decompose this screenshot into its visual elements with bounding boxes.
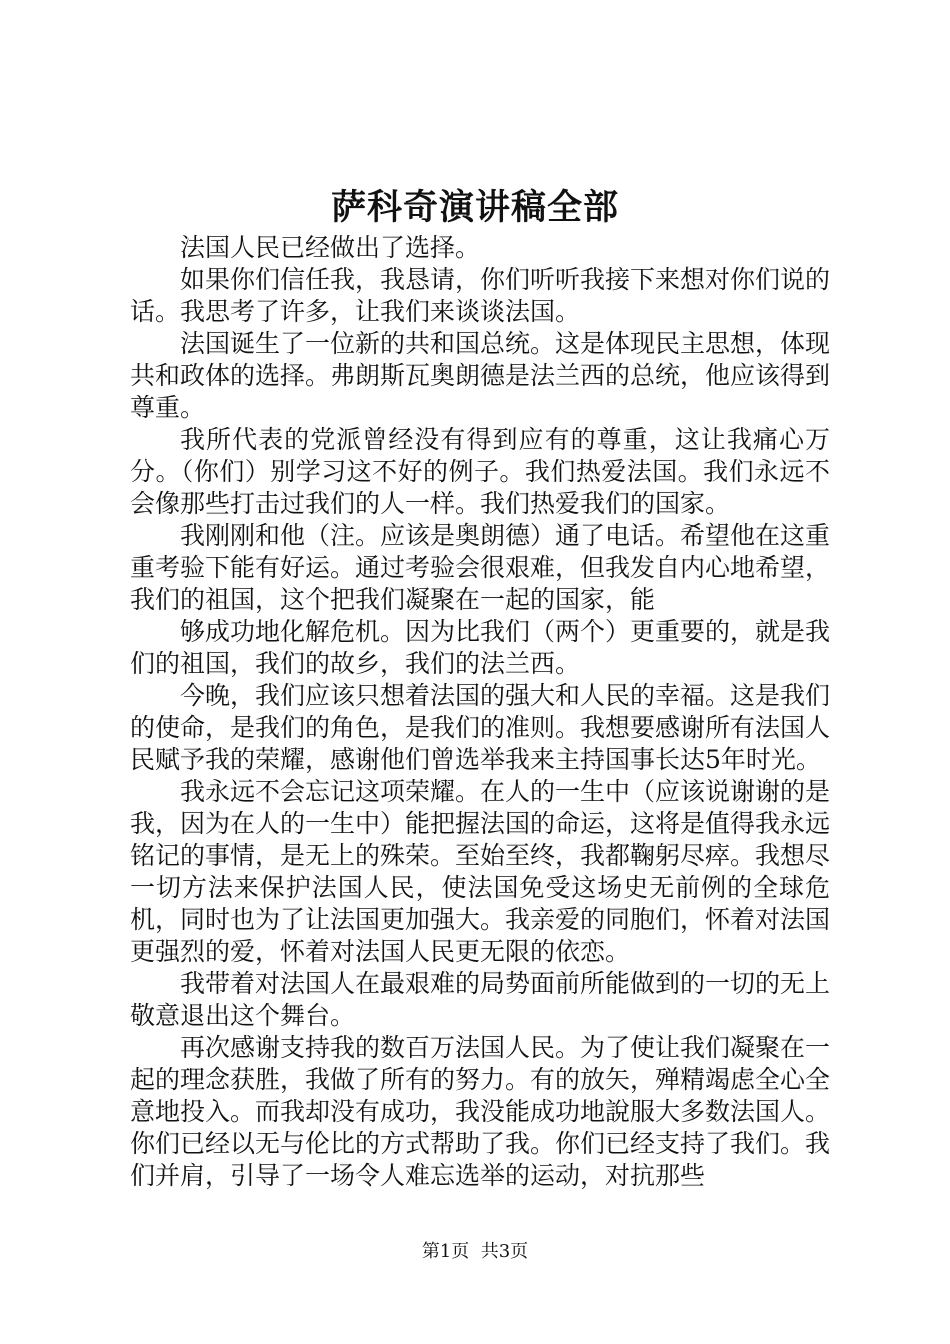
footer-separator [469,1241,480,1262]
paragraph: 我永远不会忘记这项荣耀。在人的一生中（应该说谢谢的是我，因为在人的一生中）能把握法国的命运，这将是值得我永远铭记的事情，是无上的殊荣。至始至终，我都鞠躬尽瘁。我想尽一切方法来保护法国人民，使法国免受这场史无前例的全球危机，同时也为了让法国更加强大。我亲爱的同胞们，怀着对法国更强烈的爱，怀着对法国人民更无限的依恋。 [130,777,831,966]
page-total: 共3页 [480,1241,529,1262]
page-number: 第1页 [421,1241,470,1262]
document-body [130,232,830,1192]
paragraph: 我刚刚和他（注。应该是奥朗德）通了电话。希望他在这重重考验下能有好运。通过考验会很艰难，但我发自内心地希望，我们的祖国，这个把我们凝聚在一起的国家，能 [130,521,831,614]
paragraph: 法国诞生了一位新的共和国总统。这是体现民主思想，体现共和政体的选择。弗朗斯瓦奥朗德是法兰西的总统，他应该得到尊重。 [130,329,831,422]
paragraph: 今晚，我们应该只想着法国的强大和人民的幸福。这是我们的使命，是我们的角色，是我们的准则。我想要感谢所有法国人民赋予我的荣耀，感谢他们曾选举我来主持国事长达5年时光。 [130,681,831,774]
paragraph: 法国人民已经做出了选择。 [180,233,481,262]
page-footer [0,1240,950,1264]
paragraph: 再次感谢支持我的数百万法国人民。为了使让我们凝聚在一起的理念获胜，我做了所有的努力。有的放矢，殚精竭虑全心全意地投入。而我却没有成功，我没能成功地說服大多数法国人。你们已经以无与伦比的方式帮助了我。你们已经支持了我们。我们并肩，引导了一场令人难忘选举的运动，对抗那些 [130,1033,831,1190]
paragraph: 够成功地化解危机。因为比我们（两个）更重要的，就是我们的祖国，我们的故乡，我们的法兰西。 [130,617,831,678]
paragraph: 我所代表的党派曾经没有得到应有的尊重，这让我痛心万分。（你们）别学习这不好的例子。我们热爱法国。我们永远不会像那些打击过我们的人一样。我们热爱我们的国家。 [130,425,830,518]
paragraph: 我带着对法国人在最艰难的局势面前所能做到的一切的无上敬意退出这个舞台。 [130,969,831,1030]
document-title: 萨科奇演讲稿全部 [330,187,619,228]
paragraph: 如果你们信任我，我恳请，你们听听我接下来想对你们说的话。我思考了许多，让我们来谈谈法国。 [130,265,831,326]
